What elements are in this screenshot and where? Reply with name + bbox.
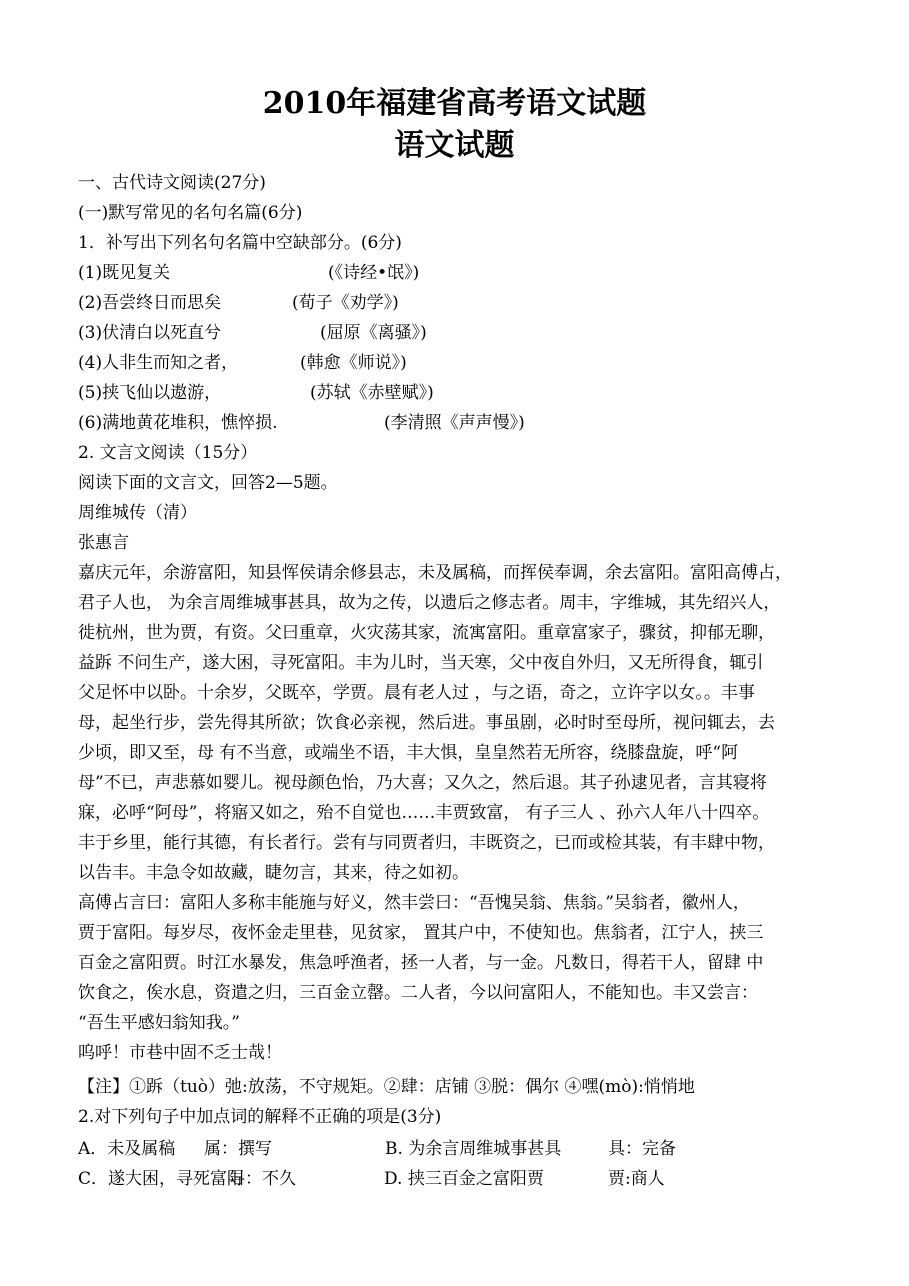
text-segment: 【注】①跅（tuò）弛:放荡，不守规矩。②肆：店铺 ③脱：偶尔 ④嘿(mò):悄悄地 [78,1077,695,1097]
text-segment: A．未及属稿 [78,1139,176,1159]
document-title: 2010年福建省高考语文试题 [262,86,647,121]
text-segment: 寻：不久 [228,1169,296,1189]
text-segment: 1．补写出下列名句名篇中空缺部分。(6分) [78,233,402,253]
text-segment: 以告丰。丰急令如故藏，睫勿言，其来，待之如初。 [78,863,469,883]
text-segment: 益跅 不问生产，遂大困，寻死富阳。丰为儿时，当天寒，父中夜自外归，又无所得食，辄引 [78,653,764,673]
text-segment: 高傅占言曰：富阳人多称丰能施与好义，然丰尝曰：“吾愧吴翁、焦翁。”吴翁者，徽州人， [78,893,750,913]
text-segment: 母”不已，声悲慕如婴儿。视母颜色怡，乃大喜；又久之，然后退。其子孙逮见者，言其寝将 [78,773,767,793]
text-segment: 君子人也， 为余言周维城事甚具，故为之传，以遗后之修志者。周丰，字维城，其先绍兴人， [78,593,781,613]
text-segment: (1)既见复关 [78,263,171,283]
text-segment: (5)挟飞仙以遨游， [78,383,222,403]
text-segment: 一、古代诗文阅读(27分) [78,173,266,193]
text-segment: “吾生平感妇翁知我。” [78,1013,240,1033]
text-segment: 阅读下面的文言文，回答2—5题。 [78,473,338,493]
text-segment: (6)满地黄花堆积，憔悴损. [78,413,278,433]
text-segment: 少顷，即又至，母 有不当意，或端坐不语，丰大惧，皇皇然若无所容，绕膝盘旋，呼“阿 [78,743,739,763]
text-segment: 百金之富阳贾。时江水暴发，焦急呼渔者，拯一人者，与一金。凡数日，得若干人，留肆 中 [78,953,764,973]
text-segment: 2. 文言文阅读（15分） [78,443,258,463]
text-segment: 2.对下列句子中加点词的解释不正确的项是(3分) [78,1107,442,1127]
text-segment: 嘉庆元年，余游富阳，知县恽侯请余修县志，未及属稿，而挥侯奉调，余去富阳。富阳高傅占， [78,563,792,583]
text-segment: (屈原《离骚》) [320,323,427,343]
text-segment: (李清照《声声慢》) [384,413,525,433]
text-segment: 寐，必呼“阿母”，将寤又如之，殆不自觉也……丰贾致富， 有子三人 、孙六人年八十四卒。 [78,803,770,823]
text-segment: (荀子《劝学》) [292,293,399,313]
text-segment: 张惠言 [78,533,129,553]
text-segment: 具：完备 [608,1139,676,1159]
text-segment: (4)人非生而知之者， [78,353,239,373]
text-segment: 饮食之，俟水息，资遣之归，三百金立罄。二人者，今以问富阳人，不能知也。丰又尝言： [78,983,758,1003]
text-segment: (2)吾尝终日而思矣 [78,293,222,313]
text-segment: 父足怀中以卧。十余岁，父既卒，学贾。晨有老人过 ，与之语，奇之，立许字以女。。丰事 [78,683,755,703]
text-segment: 呜呼！市巷中固不乏士哉！ [78,1043,282,1063]
text-segment: (韩愈《师说》) [300,353,407,373]
text-segment: (3)伏清白以死直兮 [78,323,222,343]
text-segment: 贾:商人 [608,1169,665,1189]
text-segment: D. 挟三百金之富阳贾 [384,1169,544,1189]
text-segment: 周维城传（清） [78,503,197,523]
text-segment: (《诗经•氓》) [328,263,420,283]
text-segment: 母，起坐行步，尝先得其所欲；饮食必亲视，然后进。事虽剧，必时时至母所，视问辄去，去 [78,713,775,733]
text-segment: 属：撰写 [204,1139,272,1159]
text-segment: 贾于富阳。每岁尽，夜怀金走里巷，见贫家， 置其户中，不使知也。焦翁者，江宁人，挟三 [78,923,764,943]
text-segment: 丰于乡里，能行其德，有长者行。尝有与同贾者归，丰既资之，已而或检其装，有丰肆中物， [78,833,775,853]
text-segment: B. 为余言周维城事甚具 [385,1139,562,1159]
text-segment: C．遂大困，寻死富阳 [78,1169,245,1189]
text-segment: 徙杭州，世为贾，有资。父曰重章，火灾荡其家，流寓富阳。重章富家子，骤贫，抑郁无聊， [78,623,775,643]
document-subtitle: 语文试题 [394,128,515,163]
text-segment: (苏轼《赤壁赋》) [310,383,434,403]
text-segment: (一)默写常见的名句名篇(6分) [78,203,303,223]
